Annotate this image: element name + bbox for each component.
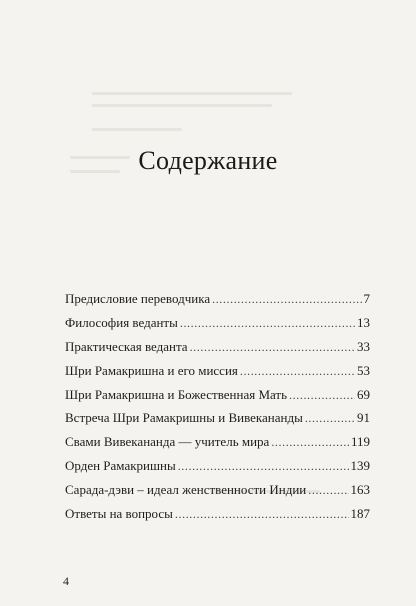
- toc-entry-title: Шри Рамакришна и его миссия: [65, 362, 238, 378]
- toc-dot-leader: [178, 455, 349, 479]
- toc-entry[interactable]: [65, 311, 370, 335]
- toc-entry-title: Свами Вивекананда — учитель мира: [65, 434, 270, 450]
- table-of-contents: [65, 287, 370, 526]
- toc-entry-title: Ответы на вопросы: [65, 506, 173, 522]
- toc-dot-leader: [308, 479, 348, 503]
- toc-entry-title: Орден Рамакришны: [65, 458, 176, 474]
- toc-entry-page: 163: [350, 482, 370, 498]
- page-number: 4: [63, 574, 69, 588]
- toc-entry-page: 53: [357, 362, 370, 378]
- toc-entry[interactable]: [65, 383, 370, 407]
- toc-entry[interactable]: [65, 359, 370, 383]
- toc-entry-page: 33: [357, 338, 370, 354]
- toc-dot-leader: [240, 360, 355, 384]
- toc-entry-title: Практическая веданта: [65, 338, 188, 354]
- toc-dot-leader: [289, 384, 355, 408]
- page-title: Содержание: [138, 146, 278, 175]
- toc-entry-title: Философия веданты: [65, 314, 178, 330]
- bleed-through-mark: [92, 128, 182, 131]
- toc-entry[interactable]: [65, 454, 370, 478]
- toc-entry-page: 187: [350, 506, 370, 522]
- toc-dot-leader: [271, 431, 349, 455]
- toc-entry[interactable]: [65, 406, 370, 430]
- toc-entry[interactable]: [65, 287, 370, 311]
- toc-entry-title: Встреча Шри Рамакришны и Вивекананды: [65, 410, 303, 426]
- toc-entry-page: 13: [357, 314, 370, 330]
- toc-entry-page: 7: [363, 291, 370, 306]
- toc-entry[interactable]: [65, 335, 370, 359]
- toc-entry-title: Шри Рамакришна и Божественная Мать: [65, 386, 288, 402]
- toc-dot-leader: [212, 288, 361, 312]
- toc-dot-leader: [180, 312, 355, 336]
- toc-entry[interactable]: [65, 430, 370, 454]
- toc-entry[interactable]: [65, 502, 370, 526]
- toc-dot-leader: [175, 503, 349, 527]
- toc-entry-page: 91: [357, 410, 370, 426]
- toc-entry-page: 139: [350, 458, 370, 474]
- toc-entry-title: Сарада-дэви – идеал женственности Индии: [65, 482, 307, 498]
- toc-entry-page: 119: [350, 434, 370, 450]
- toc-entry-title: Предисловие переводчика: [65, 291, 211, 306]
- toc-entry-page: 69: [357, 386, 370, 402]
- toc-dot-leader: [190, 336, 355, 360]
- toc-dot-leader: [305, 407, 355, 431]
- bleed-through-mark: [92, 92, 292, 95]
- bleed-through-mark: [92, 104, 272, 107]
- toc-entry[interactable]: [65, 478, 370, 502]
